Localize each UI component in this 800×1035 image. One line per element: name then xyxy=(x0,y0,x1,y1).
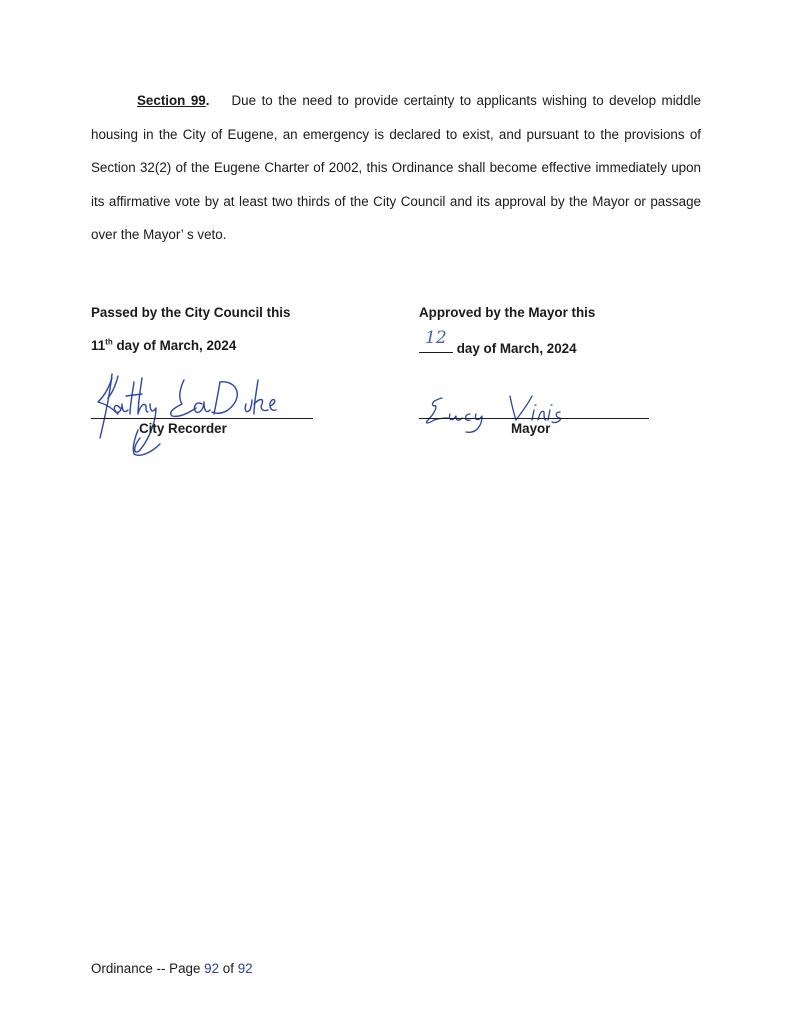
council-date xyxy=(91,338,236,353)
footer-prefix: Ordinance -- Page xyxy=(91,961,201,976)
mayor-heading: Approved by the Mayor this xyxy=(419,305,596,320)
mayor-date xyxy=(419,328,577,356)
section-label: Section 99 xyxy=(137,93,206,108)
council-day-suffix: th xyxy=(105,337,113,347)
council-day-rest: day of March, 2024 xyxy=(116,338,237,353)
council-heading: Passed by the City Council this xyxy=(91,305,291,320)
city-recorder-label: City Recorder xyxy=(139,421,227,436)
section-label-punct: . xyxy=(205,93,210,108)
footer-page-number: 92 xyxy=(204,961,220,976)
mayor-label: Mayor xyxy=(511,421,551,436)
section-text: Due to the need to provide certainty to applicants wishing to develop middle housing in the City of Eugene, an emergency is declared to exist, and pursuant to the provisions of Section 32(2) of the Eugene Charter of 2002, this Ordinance shall become effective immediately upon its affirmative vote by at least two thirds of the City Council and its approval by the Mayor or passage over the Mayor’ s veto. xyxy=(91,93,701,242)
footer-of: of xyxy=(222,961,234,976)
page-footer xyxy=(91,961,253,976)
mayor-day-handwritten: 12 xyxy=(425,328,447,348)
mayor-day-blank xyxy=(419,328,453,353)
city-recorder-signature-line xyxy=(91,418,313,419)
section-paragraph xyxy=(91,84,701,252)
city-recorder-signature xyxy=(88,368,278,463)
council-day-number: 11 xyxy=(91,338,106,353)
mayor-signature-line xyxy=(419,418,649,419)
mayor-day-rest: day of March, 2024 xyxy=(456,341,577,356)
footer-page-total: 92 xyxy=(237,961,253,976)
